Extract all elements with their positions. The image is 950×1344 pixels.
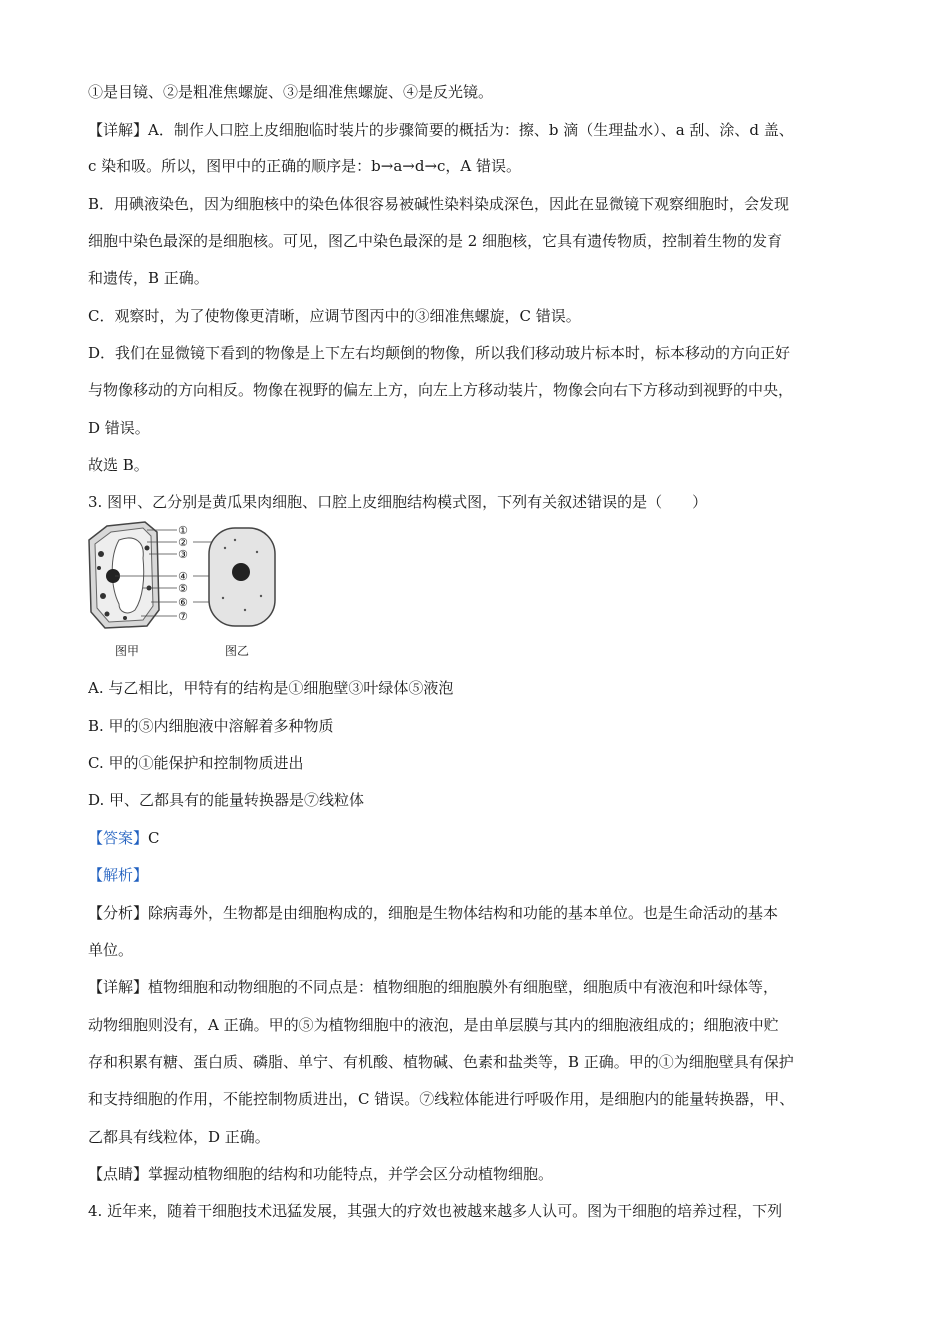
text-line: 故选 B。	[88, 456, 149, 474]
text-line: 存和积累有糖、蛋白质、磷脂、单宁、有机酸、植物碱、色素和盐类等，B 正确。甲的①为细胞壁具有保护	[88, 1053, 794, 1071]
question-3-stem: 3. 图甲、乙分别是黄瓜果肉细胞、口腔上皮细胞结构模式图，下列有关叙述错误的是（ ）	[88, 493, 708, 511]
text-line: B．用碘液染色，因为细胞核中的染色体很容易被碱性染料染成深色，因此在显微镜下观察细胞时，会发现	[88, 195, 790, 213]
option-d: D. 甲、乙都具有的能量转换器是⑦线粒体	[88, 791, 365, 809]
label-3: ③	[178, 548, 188, 561]
answer-tag: 【答案】	[88, 829, 149, 847]
cell-diagram-svg	[85, 518, 285, 638]
text-line: ①是目镜、②是粗准焦螺旋、③是细准焦螺旋、④是反光镜。	[88, 83, 494, 101]
option-b: B. 甲的⑤内细胞液中溶解着多种物质	[88, 717, 334, 735]
label-4: ④	[178, 570, 188, 583]
text-line: 与物像移动的方向相反。物像在视野的偏左上方，向左上方移动装片，物像会向右下方移动到视野的中央，	[88, 381, 794, 399]
option-a: A. 与乙相比，甲特有的结构是①细胞壁③叶绿体⑤液泡	[88, 679, 454, 697]
answer-value: C	[148, 829, 160, 847]
text-line: 【分析】除病毒外，生物都是由细胞构成的，细胞是生物体结构和功能的基本单位。也是生命活动的基本	[88, 904, 779, 922]
label-5: ⑤	[178, 582, 188, 595]
plant-cell	[89, 522, 159, 628]
question-4-stem: 4. 近年来，随着干细胞技术迅猛发展，其强大的疗效也被越来越多人认可。图为干细胞的培养过程，下列	[88, 1202, 783, 1220]
caption-right: 图乙	[225, 644, 250, 658]
text-line: 乙都具有线粒体，D 正确。	[88, 1128, 270, 1146]
text-line: D．我们在显微镜下看到的物像是上下左右均颠倒的物像，所以我们移动玻片标本时，标本移动的方向正好	[88, 344, 791, 362]
text-line: C．观察时，为了使物像更清晰，应调节图丙中的③细准焦螺旋，C 错误。	[88, 307, 581, 325]
caption-left: 图甲	[115, 644, 140, 658]
text-line: 【详解】A．制作人口腔上皮细胞临时装片的步骤简要的概括为：擦、b 滴（生理盐水）、a 刮、涂、d 盖、	[88, 121, 794, 139]
text-line: 和遗传，B 正确。	[88, 269, 209, 287]
text-line: 动物细胞则没有，A 正确。甲的⑤为植物细胞中的液泡，是由单层膜与其内的细胞液组成的；细胞液中贮	[88, 1016, 779, 1034]
text-line: 【详解】植物细胞和动物细胞的不同点是：植物细胞的细胞膜外有细胞壁，细胞质中有液泡和叶绿体等，	[88, 978, 779, 996]
text-line: 和支持细胞的作用，不能控制物质进出，C 错误。⑦线粒体能进行呼吸作用，是细胞内的能量转换器，甲、	[88, 1090, 795, 1108]
answer-line	[88, 828, 878, 848]
text-line: 【点睛】掌握动植物细胞的结构和功能特点，并学会区分动植物细胞。	[88, 1165, 554, 1183]
text-line: 细胞中染色最深的是细胞核。可见，图乙中染色最深的是 2 细胞核，它具有遗传物质，控制着生物的发育	[88, 232, 783, 250]
cell-structure-figure	[85, 518, 285, 663]
text-line: 单位。	[88, 941, 134, 959]
text-line: D 错误。	[88, 419, 150, 437]
option-c: C. 甲的①能保护和控制物质进出	[88, 754, 304, 772]
animal-cell	[209, 528, 275, 626]
analysis-tag: 【解析】	[88, 866, 149, 884]
label-1: ①	[178, 524, 188, 537]
label-2: ②	[178, 536, 188, 549]
label-7: ⑦	[178, 610, 188, 623]
label-6: ⑥	[178, 596, 188, 609]
text-line: c 染和吸。所以，图甲中的正确的顺序是：b→a→d→c，A 错误。	[88, 157, 522, 175]
